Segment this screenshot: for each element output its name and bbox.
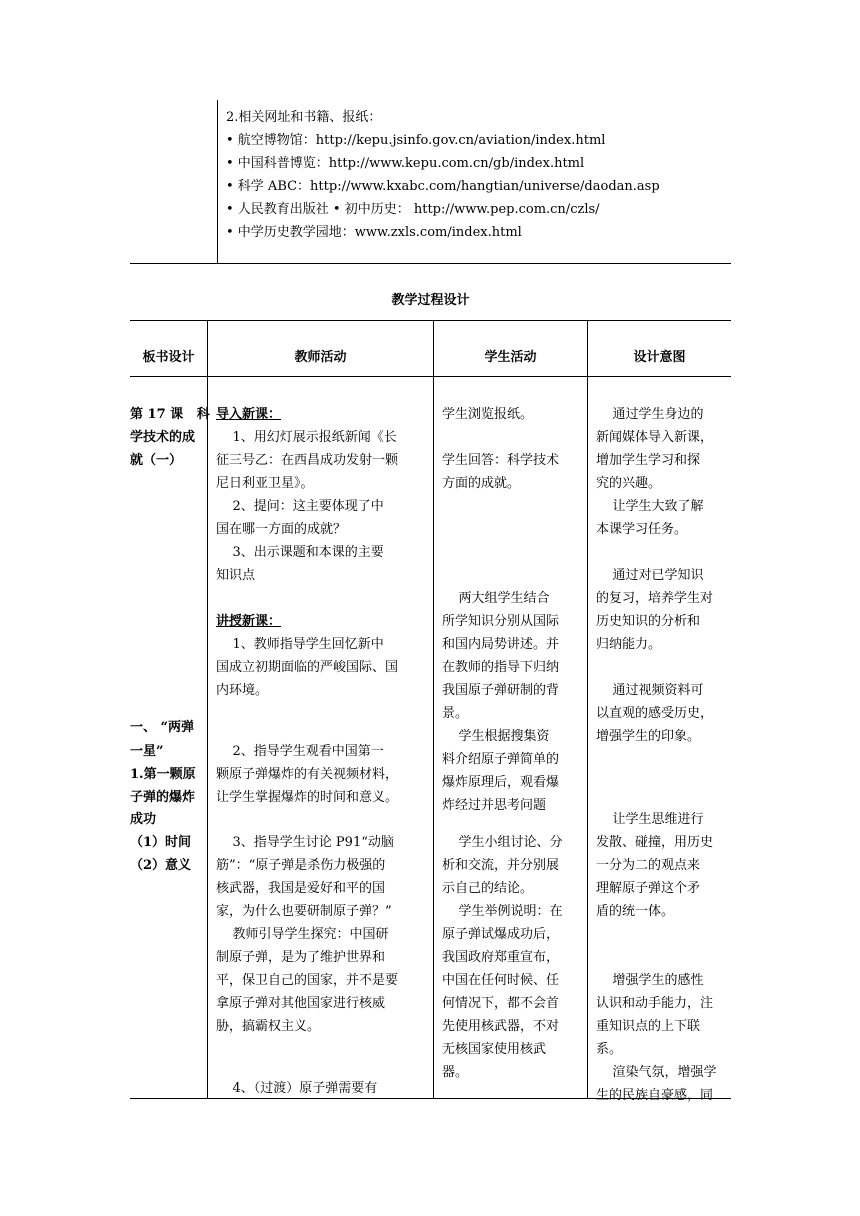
intent-line: 通过对已学知识 — [596, 568, 704, 583]
student-line: 析和交流，并分别展 — [442, 858, 560, 873]
teacher-line: 3、出示课题和本课的主要 — [216, 545, 384, 560]
intent-line: 归纳能力。 — [596, 637, 662, 652]
student-line: 器。 — [442, 1065, 469, 1080]
intent-line: 渲染气氛，增强学 — [596, 1065, 717, 1080]
table-top-border — [130, 320, 731, 321]
teacher-line: 胁，搞霸权主义。 — [216, 1019, 321, 1034]
student-line: 爆炸原理后，观看爆 — [442, 775, 560, 790]
intent-line: 一分为二的观点来 — [596, 858, 701, 873]
intent-line: 重知识点的上下联 — [596, 1019, 701, 1034]
student-line: 先使用核武器，不对 — [442, 1019, 560, 1034]
intent-line: 增强学生的感性 — [596, 973, 704, 988]
intent-line: 增加学生学习和探 — [596, 453, 701, 468]
student-line: 我国政府郑重宣布， — [442, 950, 560, 965]
teacher-line: 导入新课： — [216, 407, 282, 422]
intent-line: 新闻媒体导入新课， — [596, 430, 714, 445]
table-header-bottom-border — [130, 376, 731, 377]
student-line: 学生根据搜集资 — [442, 729, 550, 744]
student-line: 方面的成就。 — [442, 476, 521, 491]
board-line: （1）时间 — [130, 835, 192, 850]
teacher-line: 平，保卫自己的国家，并不是要 — [216, 973, 399, 988]
intent-line: 认识和动手能力，注 — [596, 996, 714, 1011]
student-line: 在教师的指导下归纳 — [442, 660, 560, 675]
header-design-intent: 设计意图 — [633, 350, 686, 365]
intent-line: 增强学生的印象。 — [596, 729, 701, 744]
resource-link[interactable]: • 中国科普博览：http://www.kepu.com.cn/gb/index.html — [226, 156, 585, 171]
board-line: 一、 “两弹 — [130, 720, 195, 735]
teacher-line: 国成立初期面临的严峻国际、国 — [216, 660, 399, 675]
teacher-line: 家，为什么也要研制原子弹？” — [216, 904, 392, 919]
resource-link[interactable]: • 科学 ABC：http://www.kxabc.com/hangtian/universe/daodan.asp — [226, 179, 660, 194]
student-line: 学生举例说明：在 — [442, 904, 563, 919]
teacher-line: 制原子弹，是为了维护世界和 — [216, 950, 386, 965]
intent-line: 的复习，培养学生对 — [596, 591, 714, 606]
board-line: 1.第一颗原 — [130, 767, 196, 782]
teacher-line: 筋”：“原子弹是杀伤力极强的 — [216, 858, 386, 873]
header-teacher-activity: 教师活动 — [294, 350, 347, 365]
intent-line: 盾的统一体。 — [596, 904, 675, 919]
intent-line: 本课学习任务。 — [596, 522, 688, 537]
resource-link[interactable]: • 航空博物馆：http://kepu.jsinfo.gov.cn/aviation/index.html — [226, 133, 606, 148]
intent-line: 通过视频资料可 — [596, 683, 704, 698]
teacher-line: 知识点 — [216, 568, 256, 583]
intent-line: 通过学生身边的 — [596, 407, 704, 422]
student-line: 料介绍原子弹简单的 — [442, 752, 560, 767]
intent-line: 历史知识的分析和 — [596, 614, 701, 629]
table-divider-3 — [587, 320, 588, 1098]
board-line: 第 17 课 科 — [130, 407, 210, 422]
student-line: 原子弹试爆成功后， — [442, 927, 560, 942]
intent-line: 究的兴趣。 — [596, 476, 662, 491]
teacher-line: 4、（过渡）原子弹需要有 — [216, 1081, 378, 1096]
student-line: 何情况下，都不会首 — [442, 996, 560, 1011]
student-line: 所学知识分别从国际 — [442, 614, 560, 629]
board-line: 成功 — [130, 812, 157, 827]
header-board-design: 板书设计 — [142, 350, 195, 365]
student-line: 学生浏览报纸。 — [442, 407, 534, 422]
student-line: 和国内局势讲述。并 — [442, 637, 560, 652]
intent-line: 让学生大致了解 — [596, 499, 704, 514]
header-student-activity: 学生活动 — [484, 350, 537, 365]
resource-box-left-border — [217, 100, 218, 263]
student-line: 两大组学生结合 — [442, 591, 550, 606]
resource-box-bottom-border — [130, 263, 731, 264]
table-divider-1 — [207, 320, 208, 1098]
student-line: 学生小组讨论、分 — [442, 835, 563, 850]
teacher-line: 尼日利亚卫星》。 — [216, 476, 314, 491]
teacher-line: 颗原子弹爆炸的有关视频材料， — [216, 767, 399, 782]
intent-line: 理解原子弹这个矛 — [596, 881, 701, 896]
table-divider-2 — [433, 320, 434, 1098]
board-line: 子弹的爆炸 — [130, 790, 196, 805]
teacher-line: 2、指导学生观看中国第一 — [216, 744, 384, 759]
resource-link[interactable]: • 人民教育出版社 • 初中历史： http://www.pep.com.cn/czls/ — [226, 202, 600, 217]
teacher-line: 教师引导学生探究：中国研 — [216, 927, 389, 942]
intent-line: 生的民族自豪感，同 — [596, 1088, 714, 1103]
student-line: 学生回答：科学技术 — [442, 453, 560, 468]
board-line: 学技术的成 — [130, 430, 196, 445]
section-title: 教学过程设计 — [391, 293, 470, 308]
teacher-line: 2、提问：这主要体现了中 — [216, 499, 384, 514]
teacher-line: 拿原子弹对其他国家进行核威 — [216, 996, 386, 1011]
student-line: 景。 — [442, 706, 469, 721]
teacher-line: 国在哪一方面的成就？ — [216, 522, 347, 537]
teacher-line: 核武器，我国是爱好和平的国 — [216, 881, 386, 896]
intent-line: 让学生思维进行 — [596, 812, 704, 827]
student-line: 我国原子弹研制的背 — [442, 683, 560, 698]
intent-line: 系。 — [596, 1042, 623, 1057]
teacher-line: 讲授新课： — [216, 614, 282, 629]
board-line: 一星” — [130, 744, 164, 759]
resource-link[interactable]: • 中学历史教学园地：www.zxls.com/index.html — [226, 225, 522, 240]
student-line: 中国在任何时候、任 — [442, 973, 560, 988]
teacher-line: 1、教师指导学生回忆新中 — [216, 637, 384, 652]
student-line: 无核国家使用核武 — [442, 1042, 547, 1057]
student-line: 炸经过并思考问题 — [442, 798, 547, 813]
intent-line: 以直观的感受历史， — [596, 706, 714, 721]
teacher-line: 1、用幻灯展示报纸新闻《长 — [216, 430, 397, 445]
teacher-line: 征三号乙：在西昌成功发射一颗 — [216, 453, 399, 468]
board-line: 就（一） — [130, 453, 183, 468]
resources-heading: 2.相关网址和书籍、报纸： — [226, 110, 382, 125]
teacher-line: 内环境。 — [216, 683, 269, 698]
teacher-line: 让学生掌握爆炸的时间和意义。 — [216, 790, 399, 805]
board-line: （2）意义 — [130, 858, 192, 873]
student-line: 示自己的结论。 — [442, 881, 534, 896]
teacher-line: 3、指导学生讨论 P91“动脑 — [216, 835, 394, 850]
intent-line: 发散、碰撞，用历史 — [596, 835, 714, 850]
